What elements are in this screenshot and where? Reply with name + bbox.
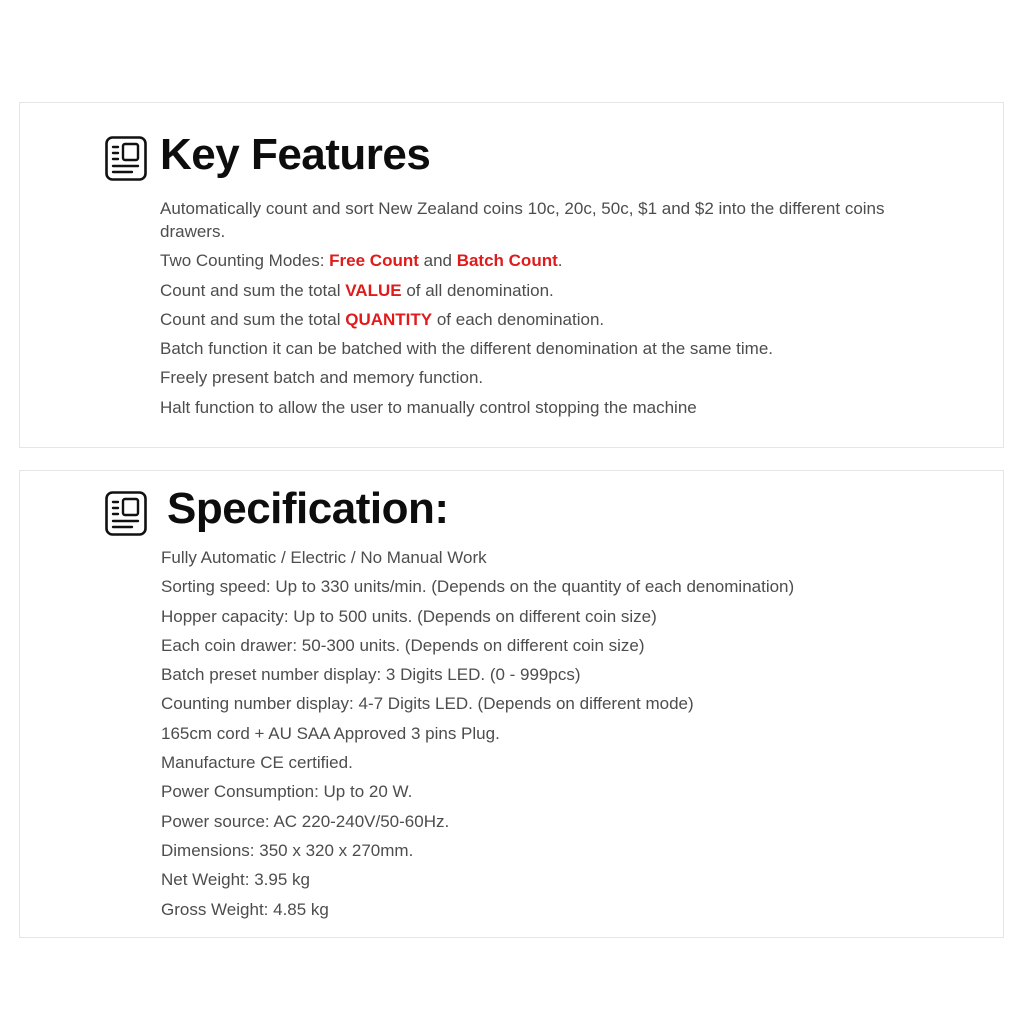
document-icon: [105, 136, 147, 181]
list-item: Two Counting Modes: Free Count and Batch Count.: [160, 251, 563, 271]
list-item: Batch function it can be batched with the different denomination at the same time.: [160, 339, 774, 359]
list-item: Dimensions: 350 x 320 x 270mm.: [161, 840, 414, 860]
list-item: Gross Weight: 4.85 kg: [161, 899, 329, 919]
quantity-highlight: QUANTITY: [345, 309, 433, 329]
key-features-list: [160, 197, 950, 425]
batch-count-highlight: Batch Count: [456, 251, 558, 271]
list-item: Hopper capacity: Up to 500 units. (Depends on different coin size): [161, 606, 657, 626]
key-features-section: [19, 102, 1004, 448]
key-features-title: Key Features: [160, 130, 431, 179]
list-item: Power source: AC 220-240V/50-60Hz.: [161, 811, 450, 831]
free-count-highlight: Free Count: [329, 251, 419, 271]
specification-list: [161, 546, 961, 927]
list-item: Counting number display: 4-7 Digits LED. (Depends on different mode): [161, 694, 694, 714]
list-item: Power Consumption: Up to 20 W.: [161, 782, 413, 802]
list-item: 165cm cord + AU SAA Approved 3 pins Plug.: [161, 723, 500, 743]
list-item: Count and sum the total VALUE of all denomination.: [160, 280, 554, 300]
list-item: Fully Automatic / Electric / No Manual Work: [161, 548, 487, 567]
list-item: Count and sum the total QUANTITY of each denomination.: [160, 309, 605, 329]
list-item: Halt function to allow the user to manually control stopping the machine: [160, 397, 697, 417]
list-item: Manufacture CE certified.: [161, 753, 353, 773]
specification-title: Specification:: [167, 484, 449, 533]
document-icon: [105, 491, 147, 536]
list-item: Each coin drawer: 50-300 units. (Depends on different coin size): [161, 635, 645, 655]
list-item: Sorting speed: Up to 330 units/min. (Depends on the quantity of each denomination): [161, 577, 795, 597]
list-item: Freely present batch and memory function.: [160, 368, 484, 388]
list-item: Net Weight: 3.95 kg: [161, 870, 310, 890]
list-item: Automatically count and sort New Zealand coins 10c, 20c, 50c, $1 and $2 into the different coins drawers.: [160, 199, 885, 241]
value-highlight: VALUE: [345, 280, 402, 300]
specification-section: [19, 470, 1004, 938]
list-item: Batch preset number display: 3 Digits LED. (0 - 999pcs): [161, 665, 581, 685]
